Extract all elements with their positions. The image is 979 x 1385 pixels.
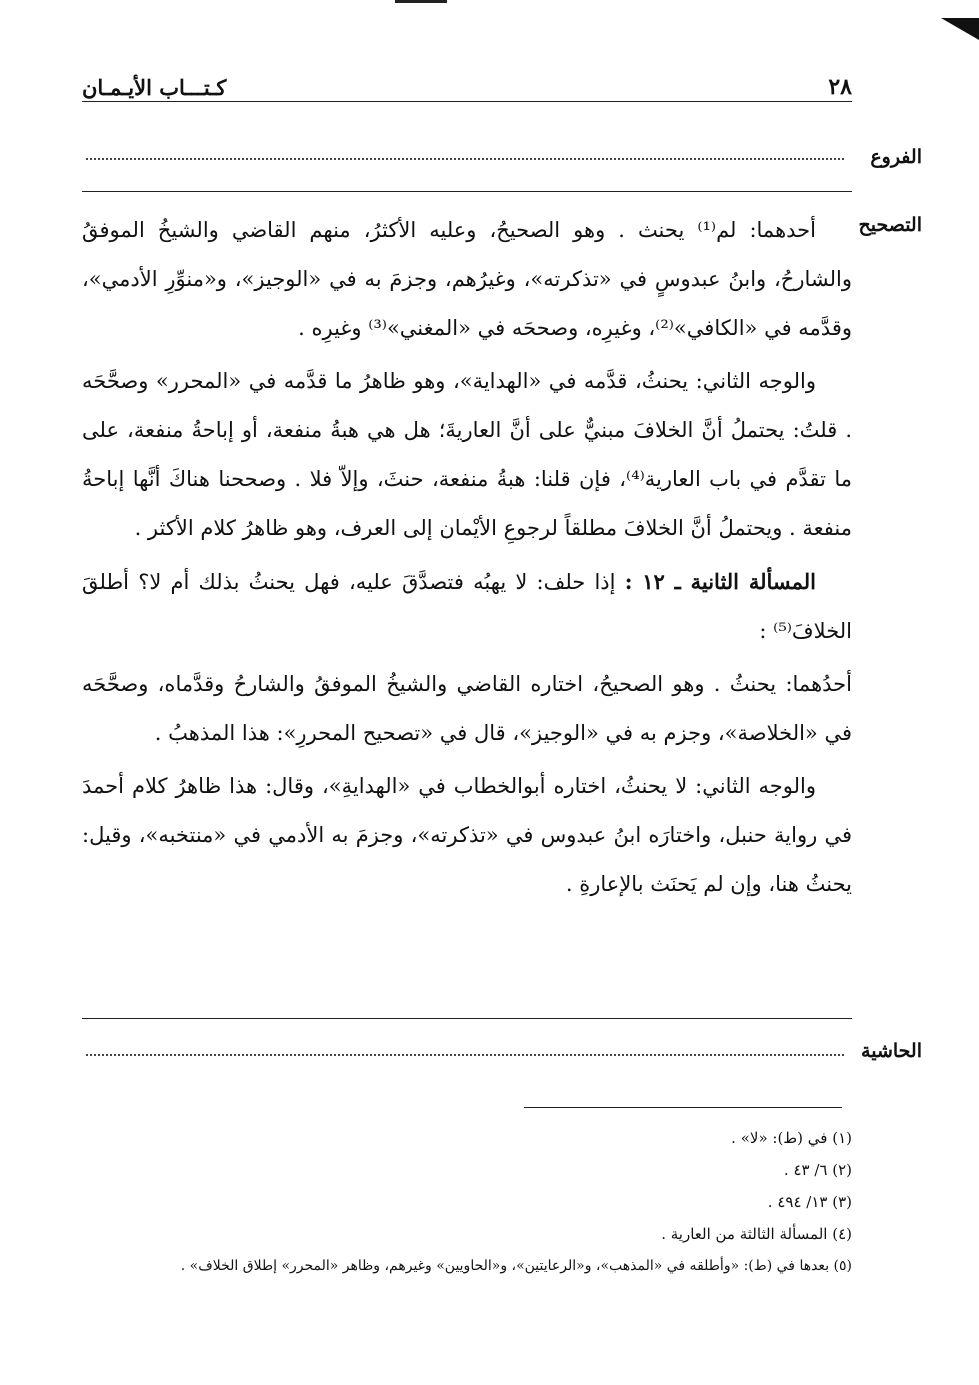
correction-label: التصحيح [858, 214, 922, 236]
footnote-rule [524, 1107, 842, 1108]
header-rule [82, 101, 852, 102]
paragraph-2: والوجه الثاني: يحنثُ، قدَّمه في «الهداية»، وهو ظاهرُ ما قدَّمه في «المحرر» وصحَّحَه . قلتُ: يحتملُ أنَّ الخلافَ مبنيٌّ على أنَّ العاريةَ؛ هل هي هبةُ منفعة، أو إباحةُ منفعة، على ما تقدَّم في باب العارية⁽⁴⁾، فإن قلنا: هبةُ منفعة، حنثَ، وإلاّ فلا . وصححنا هناكَ أنَّها إباحةُ منفعة . ويحتملُ أنَّ الخلافَ مطلقاً لرجوعِ الأيْمان إلى العرف، وهو ظاهرُ كلام الأكثر . [82, 369, 853, 540]
page-number: ٢٨ [828, 74, 852, 100]
issue-text: إذا حلف: لا يهبُه فتصدَّقَ عليه، فهل يحنثُ بذلك أم لا؟ أطلقَ الخلافَ⁽⁵⁾ : [82, 570, 852, 643]
page-header [82, 64, 852, 100]
correction-body [82, 206, 852, 909]
footnote-1: (١) في (ط): «لا» . [731, 1129, 852, 1147]
footnote-5: (٥) بعدها في (ط): «وأطلقه في «المذهب»، و«الرعايتين»، و«الحاويين» وغيرهم، وظاهر «المحرر» إطلاق الخلاف» . [180, 1258, 852, 1274]
footnote-4: (٤) المسألة الثالثة من العارية . [661, 1225, 852, 1243]
margin-label: الحاشية [861, 1040, 922, 1062]
paragraph-5: والوجه الثاني: لا يحنثُ، اختاره أبوالخطاب في «الهدايةِ»، وقال: هذا ظاهرُ كلام أحمدَ في رواية حنبل، واختارَه ابنُ عبدوس في «تذكرته»، وجزمَ به الأدمي في «منتخبه»، وقيل: يحنثُ هنا، وإن لم يَحنَث بالإعارةِ . [82, 774, 852, 896]
top-edge-mark [395, 0, 447, 3]
book-title: كـتـــاب الأيـمـان [82, 75, 227, 100]
footnote-3: (٣) ١٣/ ٤٩٤ . [767, 1193, 852, 1211]
issue-heading: المسألة الثانية ـ ١٢ : [624, 569, 816, 594]
branches-dotted-line [86, 158, 844, 160]
page-corner-mark [941, 18, 979, 40]
paragraph-4: أحدُهما: يحنثُ . وهو الصحيحُ، اختاره القاضي والشيخُ الموفقُ والشارحُ وقدَّماه، وصحَّحَه في «الخلاصة»، وجزم به في «الوجيز»، قال في «تصحيح المحررِ»: هذا المذهبُ . [82, 672, 852, 745]
footnotes [82, 1122, 852, 1282]
branches-label: الفروع [870, 146, 922, 168]
paragraph-1: أحدهما: لم⁽¹⁾ يحنث . وهو الصحيحُ، وعليه الأكثرُ، منهم القاضي والشيخُ الموفقُ والشارحُ، وابنُ عبدوسٍ في «تذكرته»، وغيرُهم، وجزمَ به في «الوجيز»، و«منوِّرِ الأدمي»، وقدَّمه في «الكافي»⁽²⁾، وغيرِه، وصححَه في «المغني»⁽³⁾ وغيرِه . [82, 218, 852, 340]
footnote-2: (٢) ٦/ ٤٣ . [783, 1161, 852, 1179]
section-rule-top [82, 191, 852, 192]
issue-paragraph [82, 557, 852, 656]
margin-dotted-line [86, 1054, 844, 1056]
section-rule-bottom [82, 1018, 852, 1019]
